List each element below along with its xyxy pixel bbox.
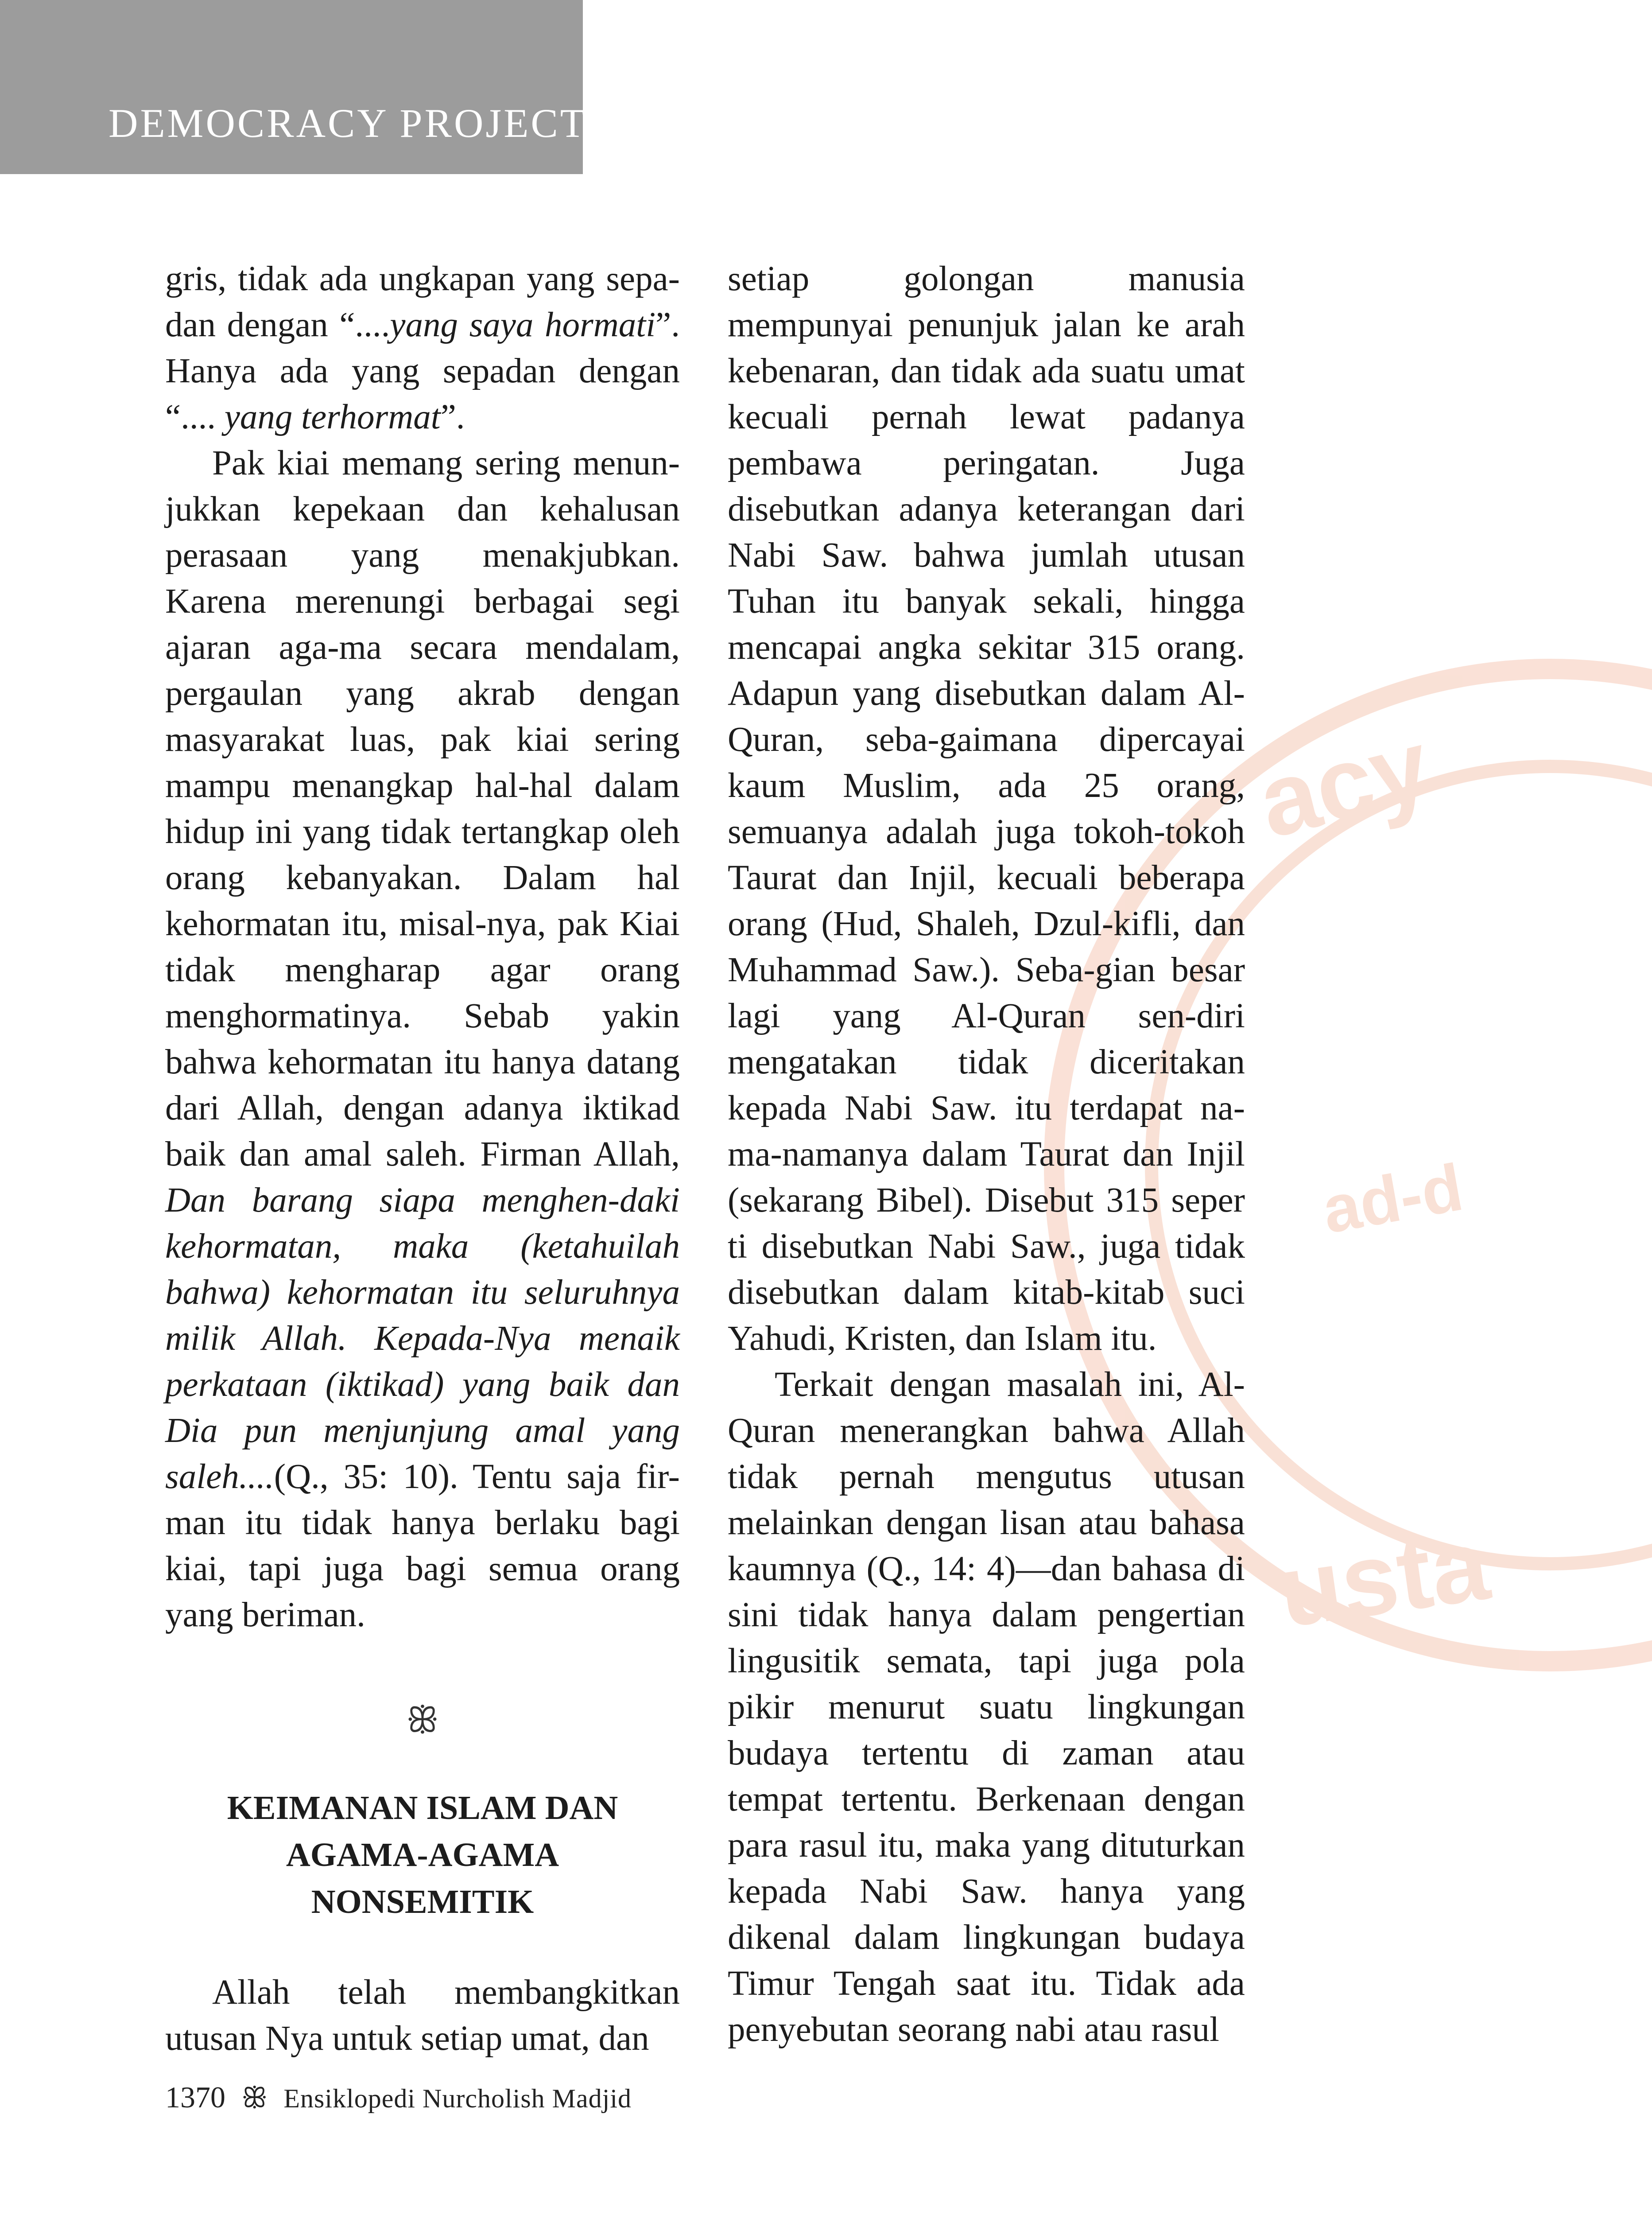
italic-verse-quote: Dan barang siapa menghen-daki kehormatan, maka (ketahuilah bahwa) kehormatan itu seluruhnya milik Allah. Kepada-Nya menaik perkataan (iktikad) yang baik dan Dia pun menjunjung amal yang saleh.... [165,1181,680,1496]
stamp-text-bottom: usta [1272,1507,1495,1649]
right-paragraph-1: setiap golongan manusia mempunyai penunjuk jalan ke arah kebenaran, dan tidak ada suatu umat kecuali pernah lewat padanya pembawa peringatan. Juga disebutkan adanya keterangan dari Nabi Saw. bahwa jumlah utusan Tuhan itu banyak sekali, hingga mencapai angka sekitar 315 orang. Adapun yang disebutkan dalam Al-Quran, seba-gaimana dipercayai kaum Muslim, ada 25 orang, semuanya adalah juga tokoh-tokoh Taurat dan Injil, kecuali beberapa orang (Hud, Shaleh, Dzul-kifli, dan Muhammad Saw.). Seba-gian besar lagi yang Al-Quran sen-diri mengatakan tidak diceritakan kepada Nabi Saw. itu terdapat na-ma-namanya dalam Taurat dan Injil (sekarang Bibel). Disebut 315 seper ti disebutkan Nabi Saw., juga tidak disebutkan dalam kitab-kitab suci Yahudi, Kristen, dan Islam itu. [728,260,1245,1358]
text-run: Pak kiai memang sering menun-jukkan kepekaan dan kehalusan perasaan yang menakjubkan. Karena merenungi berbagai segi ajaran aga-ma secara mendalam, pergaulan yang akrab dengan masyarakat luas, pak kiai sering mampu menangkap hal-hal dalam hidup ini yang tidak tertangkap oleh orang kebanyakan. Dalam hal kehormatan itu, misal-nya, pak Kiai tidak mengharap agar orang menghormatinya. Sebab yakin bahwa kehormatan itu hanya datang dari Allah, dengan adanya iktikad baik dan amal saleh. Firman Allah, [165,444,680,1174]
page-number: 1370 [165,2080,225,2114]
heading-line-3: NONSEMITIK [311,1883,534,1920]
text-run: ”. [440,398,465,436]
text-run: ”. Hanya ada yang sepadan dengan “.... [165,306,680,436]
text-run: gris, tidak ada ungkapan yang sepa-dan dengan “.... [165,260,680,344]
footer-ornament-icon: ꕥ [241,2082,268,2114]
running-header-title: DEMOCRACY PROJECT [109,101,587,146]
section-heading [165,1784,680,1925]
left-column [165,256,680,2062]
right-column [728,256,1245,2053]
heading-line-1: KEIMANAN ISLAM DAN [227,1789,618,1826]
text-run: (Q., 35: 10). Tentu saja fir-man itu tidak hanya berlaku bagi kiai, tapi juga bagi semua orang yang beriman. [165,1457,680,1634]
left-paragraph-3: Allah telah membangkitkan utusan Nya untuk setiap umat, dan [165,1973,680,2058]
italic-quote: yang terhormat [224,398,441,436]
page-footer [165,2080,632,2115]
stamp-text-top: acy [1248,707,1440,859]
italic-quote: yang saya hormati [390,306,656,344]
header-tab [0,0,587,174]
section-ornament: ꕥ [406,1701,439,1740]
right-paragraph-2: Terkait dengan masalah ini, Al-Quran menerangkan bahwa Allah tidak pernah mengutus utusan melainkan dengan lisan atau bahasa kaumnya (Q., 14: 4)—dan bahasa di sini tidak hanya dalam pengertian lingusitik semata, tapi juga pola pikir menurut suatu lingkungan budaya tertentu di zaman atau tempat tertentu. Berkenaan dengan para rasul itu, maka yang dituturkan kepada Nabi Saw. hanya yang dikenal dalam lingkungan budaya Timur Tengah saat itu. Tidak ada penyebutan seorang nabi atau rasul [728,1365,1245,2049]
book-title: Ensiklopedi Nurcholish Madjid [283,2084,632,2113]
left-paragraph-2 [165,440,680,1638]
heading-line-2: AGAMA-AGAMA [286,1836,559,1873]
stamp-text-mid: ad-d [1317,1149,1468,1247]
left-paragraph-1 [165,256,680,440]
